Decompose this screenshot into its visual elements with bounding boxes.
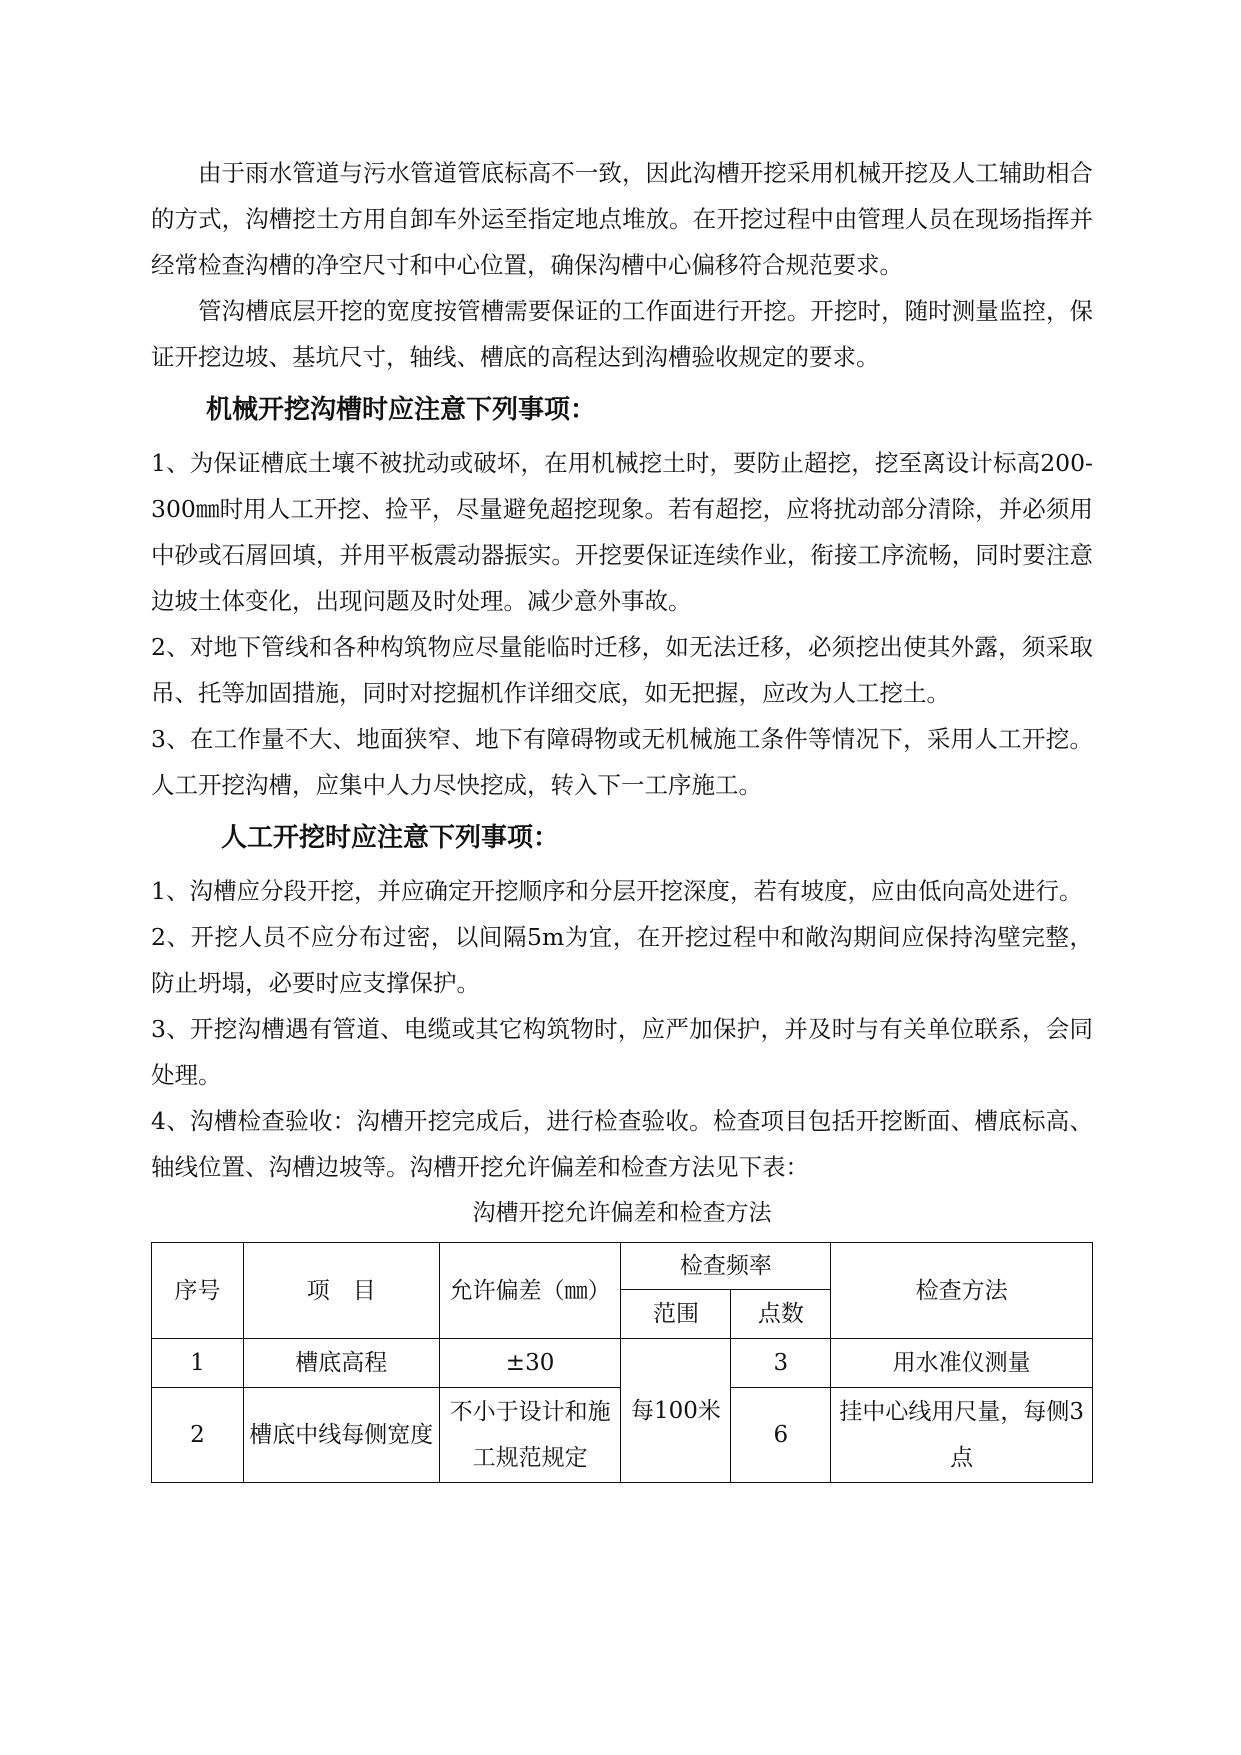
table-row: [152, 1339, 1093, 1388]
header-frequency: 检查频率: [621, 1243, 831, 1290]
table-header-row: [152, 1243, 1093, 1290]
table-caption: 沟槽开挖允许偏差和检查方法: [472, 1200, 772, 1226]
intro-paragraph-2: 管沟槽底层开挖的宽度按管槽需要保证的工作面进行开挖。开挖时，随时测量监控，保证开挖边坡、基坑尺寸，轴线、槽底的高程达到沟槽验收规定的要求。: [151, 297, 1093, 371]
header-range: 范围: [621, 1290, 731, 1339]
manual-item-4: 4、沟槽检查验收：沟槽开挖完成后，进行检查验收。检查项目包括开挖断面、槽底标高、轴线位置、沟槽边坡等。沟槽开挖允许偏差和检查方法见下表：: [151, 1107, 1093, 1181]
document-page: [151, 150, 1093, 1483]
cell-method: 用水准仪测量: [831, 1339, 1093, 1388]
mechanical-item-3: 3、在工作量不大、地面狭窄、地下有障碍物或无机械施工条件等情况下，采用人工开挖。人工开挖沟槽，应集中人力尽快挖成，转入下一工序施工。: [151, 725, 1093, 799]
cell-points: 6: [731, 1388, 831, 1483]
cell-seq: 1: [152, 1339, 244, 1388]
manual-item-3: 3、开挖沟槽遇有管道、电缆或其它构筑物时，应严加保护，并及时与有关单位联系，会同处理。: [151, 1015, 1093, 1089]
cell-seq: 2: [152, 1388, 244, 1483]
manual-item-2: 2、开挖人员不应分布过密，以间隔5m为宜，在开挖过程中和敞沟期间应保持沟壁完整，防止坍塌，必要时应支撑保护。: [151, 923, 1093, 997]
cell-tolerance: 不小于设计和施工规范规定: [439, 1388, 621, 1483]
intro-paragraph-1: 由于雨水管道与污水管道管底标高不一致，因此沟槽开挖采用机械开挖及人工辅助相合的方式，沟槽挖土方用自卸车外运至指定地点堆放。在开挖过程中由管理人员在现场指挥并经常检查沟槽的净空尺寸和中心位置，确保沟槽中心偏移符合规范要求。: [151, 159, 1093, 279]
mechanical-item-2: 2、对地下管线和各种构筑物应尽量能临时迁移，如无法迁移，必须挖出使其外露，须采取吊、托等加固措施，同时对挖掘机作详细交底，如无把握，应改为人工挖土。: [151, 633, 1093, 707]
header-seq: 序号: [152, 1243, 244, 1339]
cell-shared-range: 每100米: [621, 1339, 731, 1483]
cell-method: 挂中心线用尺量，每侧3点: [831, 1388, 1093, 1483]
header-tolerance: 允许偏差（㎜）: [439, 1243, 621, 1339]
cell-points: 3: [731, 1339, 831, 1388]
mechanical-item-1: 1、为保证槽底土壤不被扰动或破坏，在用机械挖土时，要防止超挖，挖至离设计标高200-300㎜时用人工开挖、捡平，尽量避免超挖现象。若有超挖，应将扰动部分清除，并必须用中砂或石屑回填，并用平板震动器振实。开挖要保证连续作业，衔接工序流畅，同时要注意边坡土体变化，出现问题及时处理。减少意外事故。: [151, 449, 1093, 615]
manual-excavation-heading: 人工开挖时应注意下列事项：: [221, 823, 560, 853]
tolerance-table: [151, 1242, 1093, 1483]
cell-item: 槽底高程: [243, 1339, 439, 1388]
cell-item: 槽底中线每侧宽度: [243, 1388, 439, 1483]
header-points: 点数: [731, 1290, 831, 1339]
cell-tolerance: ±30: [439, 1339, 621, 1388]
manual-item-1: 1、沟槽应分段开挖，并应确定开挖顺序和分层开挖深度，若有坡度，应由低向高处进行。: [151, 877, 1083, 905]
header-item: 项 目: [243, 1243, 439, 1339]
mechanical-excavation-heading: 机械开挖沟槽时应注意下列事项：: [206, 395, 597, 425]
header-method: 检查方法: [831, 1243, 1093, 1339]
